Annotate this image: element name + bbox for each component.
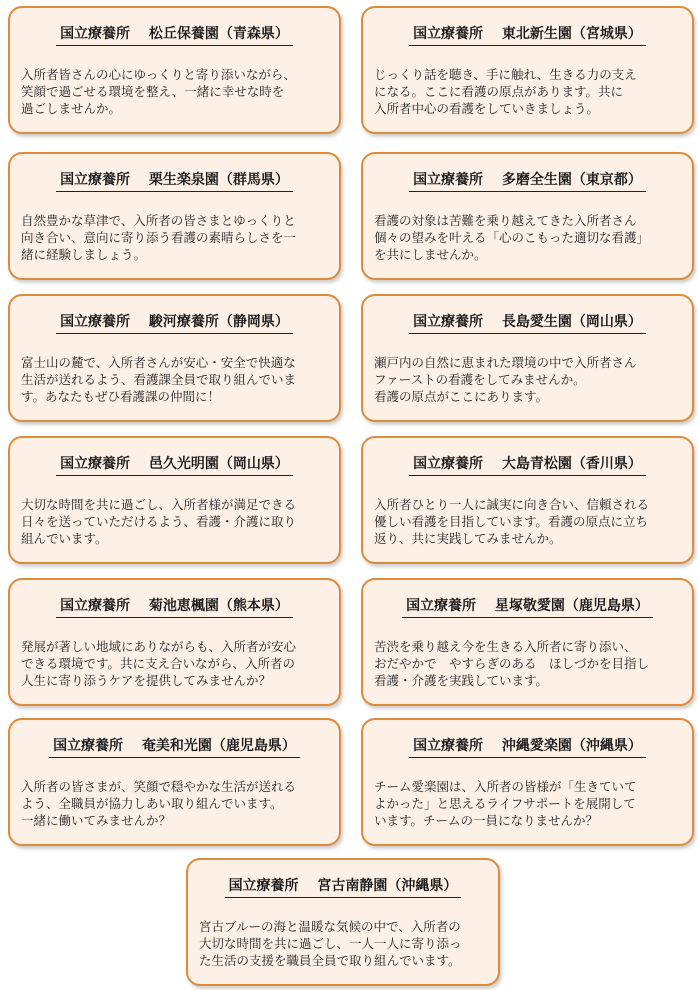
facility-description: 入所者皆さんの心にゆっくりと寄り添いながら、 笑顔で過ごせる環境を整え、一緒に幸せな時を 過ごしませんか。 <box>21 67 296 116</box>
facility-description: 入所者ひとり一人に誠実に向き合い、信頼される 優しい看護を目指しています。看護の原点に立ち 返り、共に実践してみませんか。 <box>374 497 650 546</box>
facility-card <box>8 294 341 422</box>
facility-card <box>8 6 341 134</box>
facility-card <box>8 436 341 564</box>
facility-card <box>361 718 694 846</box>
facility-title: 国立療養所 東北新生園（宮城県） <box>409 25 646 46</box>
facility-title: 国立療養所 邑久光明園（岡山県） <box>56 455 293 476</box>
facility-description: 富士山の麓で、入所者さんが安心・安全で快適な 生活が送れるよう、看護課全員で取り組んでいま す。あなたもぜひ看護課の仲間に！ <box>21 355 297 404</box>
facility-card <box>361 578 694 706</box>
facility-title: 国立療養所 栗生楽泉園（群馬県） <box>56 171 293 192</box>
facility-title: 国立療養所 長島愛生園（岡山県） <box>409 313 646 334</box>
facility-title: 国立療養所 多磨全生園（東京都） <box>409 171 646 192</box>
facility-title: 国立療養所 松丘保養園（青森県） <box>56 25 293 46</box>
facility-card <box>361 6 694 134</box>
facility-description: 発展が著しい地域にありながらも、入所者が安心 できる環境です。共に支え合いながら、入所者の 人生に寄り添うケアを提供してみませんか？ <box>21 639 297 688</box>
facility-description: 大切な時間を共に過ごし、入所者様が満足できる 日々を送っていただけるよう、看護・介護に取り 組んでいます。 <box>21 497 297 546</box>
facility-card <box>361 152 694 280</box>
facility-description: 入所者の皆さまが、笑顔で穏やかな生活が送れる よう、全職員が協力しあい取り組んでいます。 一緒に働いてみませんか？ <box>21 779 297 828</box>
facility-card <box>8 718 341 846</box>
facility-description: 瀬戸内の自然に恵まれた環境の中で入所者さん ファーストの看護をしてみませんか。 看護の原点がここにあります。 <box>374 355 637 404</box>
facility-title: 国立療養所 星塚敬愛園（鹿児島県） <box>402 597 653 618</box>
facility-card <box>361 294 694 422</box>
facility-title: 国立療養所 駿河療養所（静岡県） <box>56 313 293 334</box>
facility-title: 国立療養所 大島青松園（香川県） <box>409 455 646 476</box>
facility-title: 国立療養所 奄美和光園（鹿児島県） <box>49 737 300 758</box>
facility-card <box>361 436 694 564</box>
facility-description: 自然豊かな草津で、入所者の皆さまとゆっくりと 向き合い、意向に寄り添う看護の素晴らしさを一 緒に経験しましょう。 <box>21 213 297 262</box>
facility-description: 宮古ブルーの海と温暖な気候の中で、入所者の 大切な時間を共に過ごし、一人一人に寄り添っ た生活の支援を職員全員で取り組んでいます。 <box>199 919 462 968</box>
facility-title: 国立療養所 宮古南静園（沖縄県） <box>225 877 462 898</box>
facility-card <box>8 152 341 280</box>
facility-description: チーム愛楽園は、入所者の皆様が「生きていて よかった」と思えるライフサポートを展開して います。チームの一員になりませんか？ <box>374 779 637 828</box>
facility-title: 国立療養所 菊池恵楓園（熊本県） <box>56 597 293 618</box>
facility-description: 看護の対象は苦難を乗り越えてきた入所者さん 個々の望みを叶える「心のこもった適切な看護」 を共にしませんか。 <box>374 213 650 262</box>
facility-card <box>8 578 341 706</box>
facility-title: 国立療養所 沖縄愛楽園（沖縄県） <box>409 737 646 758</box>
facility-description: じっくり話を聴き、手に触れ、生きる力の支え になる。ここに看護の原点があります。共に 入所者中心の看護をしていきましょう。 <box>374 67 637 116</box>
facility-card <box>186 858 500 986</box>
facility-description: 苦渋を乗り越え今を生きる入所者に寄り添い、 おだやかで やすらぎのある ほしづかを目指し 看護・介護を実践しています。 <box>374 639 650 688</box>
